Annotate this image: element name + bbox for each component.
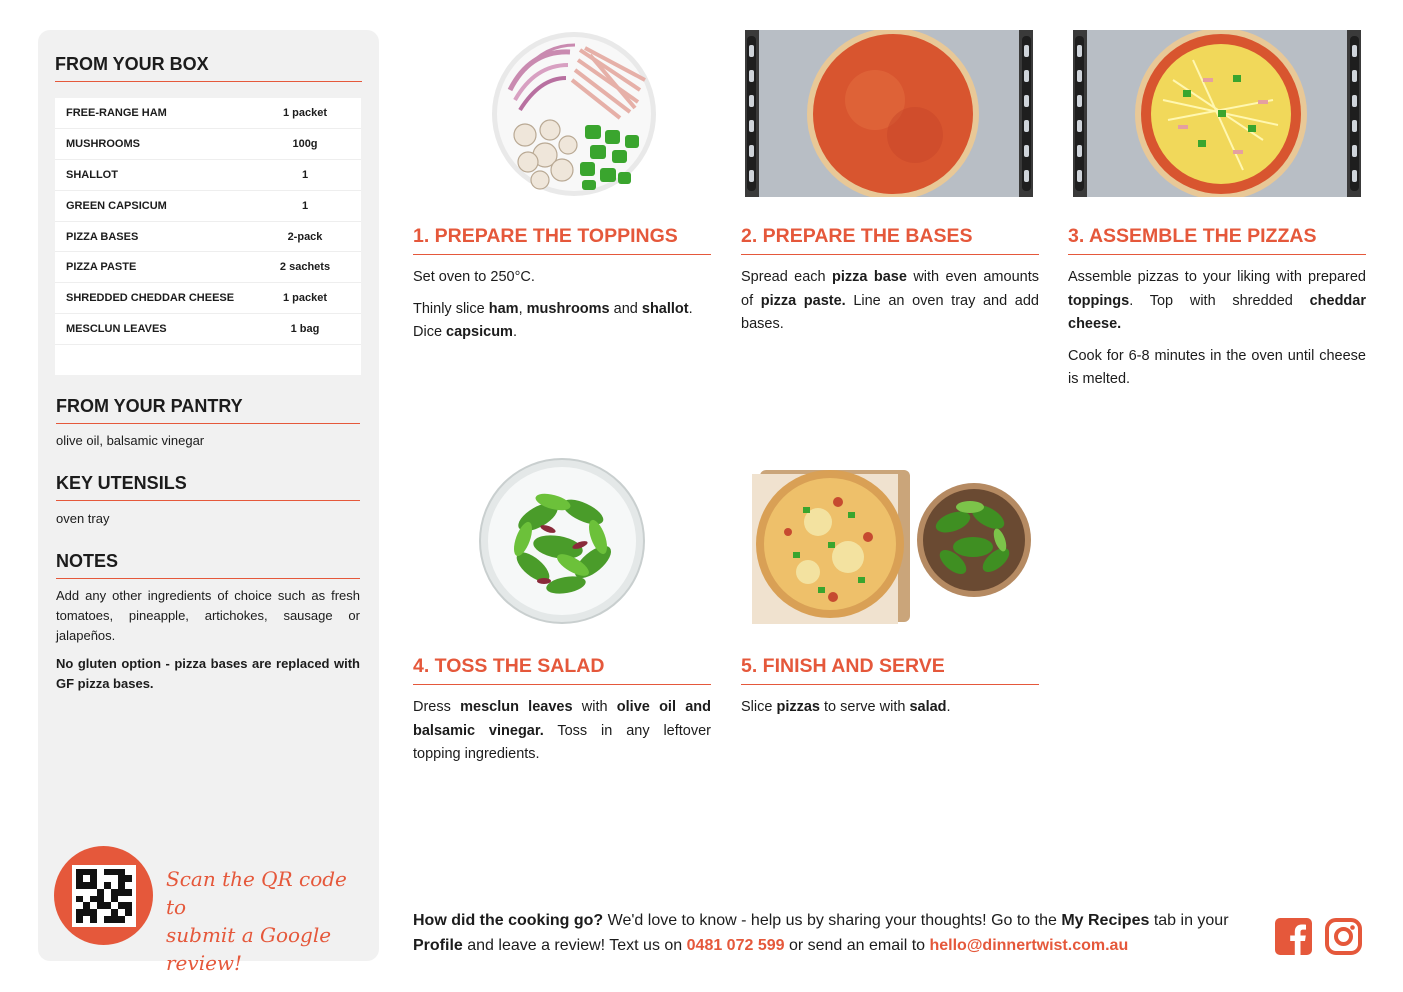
text-run-bold: pizzas	[776, 699, 820, 715]
ingredients-table	[55, 98, 361, 375]
text-run: Line an oven tray and add bases.	[741, 292, 1039, 332]
qr-module	[76, 875, 83, 882]
pizza-base-tray-image	[745, 30, 1033, 197]
table-row	[55, 252, 361, 283]
qr-module	[125, 902, 132, 909]
ingredient-qty: 1 bag	[290, 323, 320, 336]
step-4-text	[413, 696, 711, 767]
qr-module	[90, 875, 97, 882]
text-run: Slice	[741, 699, 777, 715]
text-run: with	[572, 699, 617, 715]
notes-text: Add any other ingredients of choice such as fresh tomatoes, pineapple, artichokes, sausage or jalapeños.	[56, 588, 360, 643]
text-run-bold: pizza base	[832, 269, 907, 285]
qr-module	[118, 869, 125, 876]
text-run: Assemble pizzas to your liking with prepared	[1068, 269, 1366, 285]
table-row	[55, 129, 361, 160]
from-your-pantry-heading: FROM YOUR PANTRY	[56, 396, 360, 424]
text-run: with even amounts of	[741, 269, 1039, 309]
qr-module	[83, 882, 90, 889]
step-5-text	[741, 696, 1039, 720]
from-your-box-heading: FROM YOUR BOX	[55, 54, 362, 82]
table-row	[55, 222, 361, 253]
text-run: Dress	[413, 699, 461, 715]
qr-module	[76, 902, 83, 909]
ingredient-name: GREEN CAPSICUM	[66, 199, 167, 212]
table-row	[55, 160, 361, 191]
qr-module	[97, 882, 104, 889]
qr-module	[90, 889, 97, 896]
text-run-bold: olive oil and balsamic vinegar.	[413, 699, 712, 739]
qr-module	[111, 889, 118, 896]
step-paragraph	[741, 266, 1039, 337]
qr-module	[104, 896, 111, 903]
qr-module	[76, 889, 83, 896]
qr-module	[111, 916, 118, 923]
text-run-bold: capsicum	[446, 324, 513, 340]
qr-module	[118, 896, 125, 903]
qr-module	[83, 875, 90, 882]
qr-module	[118, 916, 125, 923]
qr-module	[104, 909, 111, 916]
qr-module	[97, 889, 104, 896]
phone-link[interactable]: 0481 072 599	[686, 937, 785, 954]
qr-caption-line: Scan the QR code to	[166, 867, 347, 919]
qr-module	[111, 909, 118, 916]
text-run-bold: shallot	[641, 300, 689, 317]
qr-module	[118, 902, 125, 909]
qr-module	[104, 875, 111, 882]
qr-code-badge[interactable]	[54, 846, 153, 945]
step-paragraph	[1068, 266, 1366, 337]
qr-module	[125, 889, 132, 896]
qr-caption	[166, 865, 366, 977]
qr-module	[111, 875, 118, 882]
qr-module	[83, 902, 90, 909]
qr-module	[90, 882, 97, 889]
notes-heading: NOTES	[56, 551, 360, 579]
step-5-title: 5. FINISH AND SERVE	[741, 655, 1039, 685]
text-run: tab in your	[1149, 912, 1229, 929]
qr-module	[97, 875, 104, 882]
qr-module	[97, 909, 104, 916]
qr-module	[83, 869, 90, 876]
text-run: Toss in any leftover topping ingredients.	[413, 722, 711, 762]
step-3-title: 3. ASSEMBLE THE PIZZAS	[1068, 225, 1366, 255]
table-row	[55, 191, 361, 222]
sidebar	[38, 30, 379, 975]
qr-module	[90, 869, 97, 876]
qr-module	[83, 889, 90, 896]
step-1-text	[413, 266, 711, 345]
text-run: Thinly slice	[413, 300, 489, 317]
text-run: Set oven to 250°C.	[413, 269, 535, 285]
qr-module	[90, 916, 97, 923]
key-utensils-heading: KEY UTENSILS	[56, 473, 360, 501]
text-run: We'd love to know - help us by sharing your thoughts! Go to the	[603, 912, 1062, 929]
ingredient-name: MESCLUN LEAVES	[66, 323, 167, 336]
step-1-title: 1. PREPARE THE TOPPINGS	[413, 225, 711, 255]
qr-code-icon[interactable]	[72, 865, 136, 927]
qr-module	[118, 875, 125, 882]
text-run-bold: ham	[488, 300, 519, 317]
step-paragraph	[741, 696, 1039, 720]
qr-module	[76, 909, 83, 916]
qr-module	[125, 909, 132, 916]
qr-module	[111, 882, 118, 889]
ingredient-name: FREE-RANGE HAM	[66, 106, 167, 119]
text-run: Spread each	[741, 269, 833, 285]
step-paragraph	[413, 696, 711, 767]
ingredient-qty: 1	[301, 199, 309, 212]
text-run: and	[609, 300, 642, 317]
qr-module	[104, 889, 111, 896]
qr-module	[97, 896, 104, 903]
qr-module	[97, 916, 104, 923]
pizza-and-salad-image	[748, 462, 1033, 625]
table-row	[55, 98, 361, 129]
qr-module	[76, 916, 83, 923]
table-row	[55, 314, 361, 345]
text-run: or send an email to	[784, 937, 930, 954]
text-run-bold: cheddar cheese.	[1068, 292, 1366, 332]
table-row	[55, 283, 361, 314]
step-paragraph	[413, 266, 711, 290]
qr-module	[125, 916, 132, 923]
ingredient-name: PIZZA BASES	[66, 230, 139, 243]
step-4-title: 4. TOSS THE SALAD	[413, 655, 711, 685]
ingredient-name: MUSHROOMS	[66, 137, 140, 150]
qr-module	[76, 882, 83, 889]
pantry-text: olive oil, balsamic vinegar	[56, 433, 205, 448]
utensils-text: oven tray	[56, 511, 110, 526]
instagram-icon[interactable]	[1325, 918, 1362, 955]
facebook-icon[interactable]	[1275, 918, 1312, 955]
text-run: to serve with	[819, 699, 910, 715]
toppings-plate-image	[490, 30, 660, 198]
qr-module	[104, 869, 111, 876]
qr-caption-line: submit a Google review!	[166, 923, 332, 975]
step-2-title: 2. PREPARE THE BASES	[741, 225, 1039, 255]
feedback-message	[413, 908, 1263, 958]
salad-bowl-image	[478, 457, 646, 625]
qr-module	[76, 869, 83, 876]
qr-module	[125, 875, 132, 882]
qr-module	[90, 902, 97, 909]
text-run: Cook for 6-8 minutes in the oven until cheese is melted.	[1068, 347, 1366, 387]
qr-module	[125, 896, 132, 903]
ingredient-qty: 1 packet	[282, 106, 328, 119]
qr-module	[125, 869, 132, 876]
qr-module	[97, 869, 104, 876]
qr-module	[83, 909, 90, 916]
ingredient-qty: 100g	[292, 137, 318, 150]
text-run: . Top with shredded	[1129, 292, 1310, 309]
qr-module	[118, 889, 125, 896]
text-run-bold: salad	[909, 699, 947, 715]
qr-module	[104, 916, 111, 923]
text-run: . Dice	[413, 300, 693, 340]
assembled-pizza-image	[1073, 30, 1361, 197]
qr-module	[97, 902, 104, 909]
qr-module	[76, 896, 83, 903]
qr-module	[111, 869, 118, 876]
ingredient-name: SHREDDED CHEDDAR CHEESE	[66, 292, 235, 305]
ingredient-qty: 2-pack	[287, 230, 323, 243]
qr-module	[90, 909, 97, 916]
qr-module	[90, 896, 97, 903]
qr-module	[111, 896, 118, 903]
ingredient-name: PIZZA PASTE	[66, 261, 137, 274]
qr-module	[111, 902, 118, 909]
text-run-bold: toppings	[1068, 292, 1130, 309]
text-run-bold: mesclun leaves	[460, 699, 573, 715]
text-run: .	[946, 699, 951, 715]
qr-module	[118, 882, 125, 889]
profile-label: Profile	[413, 937, 463, 954]
feedback-question: How did the cooking go?	[413, 912, 604, 929]
step-3-text	[1068, 266, 1366, 392]
step-paragraph	[413, 298, 711, 345]
text-run-bold: pizza paste.	[760, 292, 846, 309]
email-link[interactable]: hello@dinnertwist.com.au	[929, 937, 1129, 954]
qr-module	[83, 896, 90, 903]
text-run: and leave a review! Text us on	[462, 937, 687, 954]
qr-module	[118, 909, 125, 916]
qr-module	[104, 902, 111, 909]
text-run: ,	[518, 300, 527, 317]
ingredient-qty: 2 sachets	[279, 261, 331, 274]
ingredient-name: SHALLOT	[66, 168, 118, 181]
step-2-text	[741, 266, 1039, 337]
qr-module	[104, 882, 111, 889]
qr-module	[83, 916, 90, 923]
my-recipes-label: My Recipes	[1061, 912, 1150, 929]
ingredient-qty: 1 packet	[282, 292, 328, 305]
gluten-free-note: No gluten option - pizza bases are replaced with GF pizza bases.	[56, 656, 360, 691]
text-run-bold: mushrooms	[526, 300, 610, 317]
text-run: .	[512, 324, 517, 340]
step-paragraph	[1068, 345, 1366, 392]
ingredient-qty: 1	[301, 168, 309, 181]
qr-module	[125, 882, 132, 889]
